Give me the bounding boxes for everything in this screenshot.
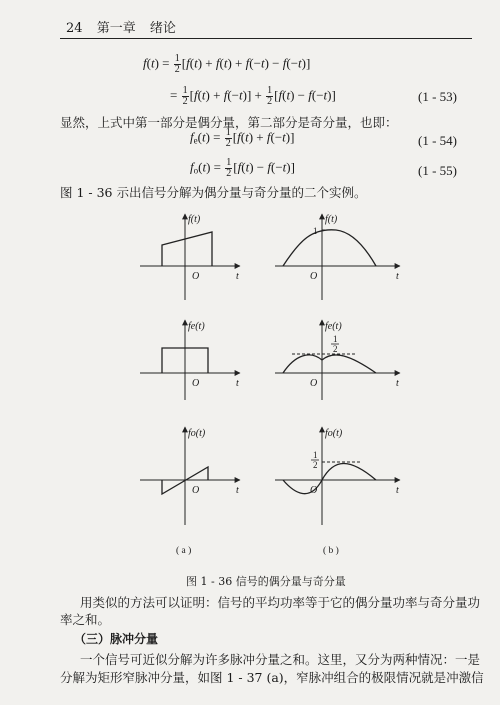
equation-1-54: $f_e(t)$ = $\frac{1}{2}$ [f(t) + f(−t)] — [190, 127, 295, 149]
origin-a3: O — [192, 485, 200, 496]
origin-b1: O — [310, 271, 318, 282]
curve-b-fo — [283, 464, 376, 494]
equation-number-1-55: (1 - 55) — [418, 163, 457, 178]
paragraph-figure-intro: 图 1 - 36 示出信号分解为偶分量与奇分量的二个实例。 — [60, 185, 367, 200]
half-num-b3: 1 — [313, 450, 318, 460]
chapter-title: 绪论 — [149, 21, 176, 36]
t-b2: t — [396, 378, 399, 389]
subfig-b-label: ( b ) — [323, 546, 339, 556]
equation-1-53-line2: = $\frac{1}{2}$ [f(t) + f(−t)] + $\frac{1}{2}$ [f(t) − f(−t)] — [170, 85, 336, 107]
page-number: 24 — [66, 21, 83, 36]
half-num-b2: 1 — [333, 334, 338, 344]
curve-a-f — [162, 232, 212, 266]
t-b1: t — [396, 271, 399, 282]
t-b3: t — [396, 485, 399, 496]
origin-b2: O — [310, 378, 318, 389]
header-rule — [60, 38, 472, 39]
origin-a1: O — [192, 271, 200, 282]
chapter-label: 第一章 — [96, 21, 136, 36]
label-b-fe: fe(t) — [325, 321, 342, 332]
curve-b-fe — [283, 355, 376, 373]
equation-number-1-54: (1 - 54) — [418, 133, 457, 148]
paragraph-pulse-2: 分解为矩形窄脉冲分量，如图 1 - 37 (a)，窄脉冲组合的极限情况就是冲激信 — [60, 670, 484, 685]
label-b-f: f(t) — [325, 214, 338, 225]
origin-b3: O — [310, 485, 318, 496]
t-a1: t — [236, 271, 239, 282]
label-a-fo: fo(t) — [188, 428, 206, 439]
half-den-b2: 2 — [333, 344, 338, 354]
paragraph-even-odd: 显然，上式中第一部分是偶分量，第二部分是奇分量，也即： — [60, 115, 398, 130]
paragraph-pulse-1: 一个信号可近似分解为许多脉冲分量之和。这里，又分为两种情况：一是 — [80, 652, 481, 667]
label-a-f: f(t) — [188, 214, 201, 225]
tick-one: 1 — [313, 226, 318, 236]
figure-1-36 — [0, 200, 500, 560]
figure-caption: 图 1 - 36 信号的偶分量与奇分量 — [186, 575, 346, 588]
equation-1-53-line1: f(t) = $\frac{1}{2}$ [f(t) + f(t) + f(−t) − f(−t)] — [143, 53, 311, 75]
paragraph-power-2: 率之和。 — [60, 612, 111, 627]
t-a3: t — [236, 485, 239, 496]
curve-b-f — [283, 230, 376, 266]
equation-number-1-53: (1 - 53) — [418, 89, 457, 104]
subfig-a-label: ( a ) — [176, 546, 192, 556]
half-den-b3: 2 — [313, 460, 318, 470]
t-a2: t — [236, 378, 239, 389]
label-a-fe: fe(t) — [188, 321, 205, 332]
paragraph-power-1: 用类似的方法可以证明：信号的平均功率等于它的偶分量功率与奇分量功 — [80, 595, 481, 610]
origin-a2: O — [192, 378, 200, 389]
section-heading: （三）脉冲分量 — [74, 632, 159, 646]
equation-1-55: $f_o(t)$ = $\frac{1}{2}$ [f(t) − f(−t)] — [190, 157, 295, 179]
running-header — [66, 17, 176, 36]
label-b-fo: fo(t) — [325, 428, 343, 439]
